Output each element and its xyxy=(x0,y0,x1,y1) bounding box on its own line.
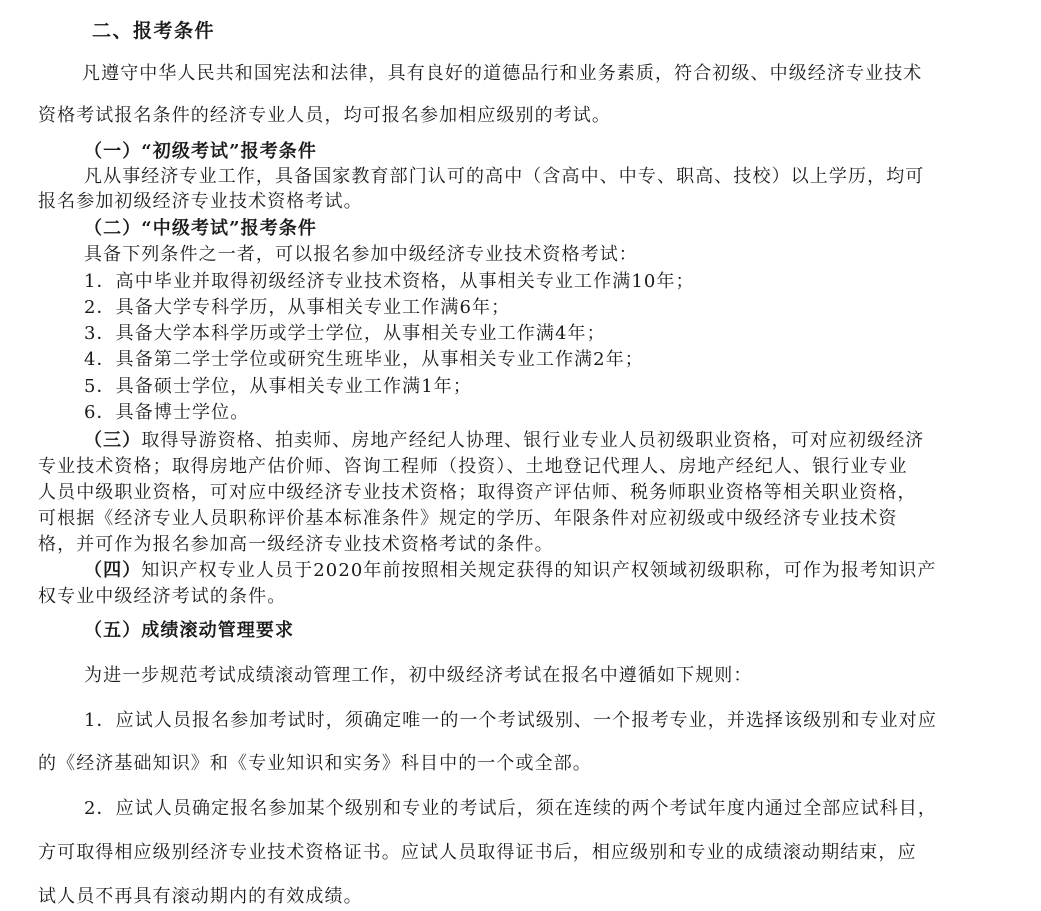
section2-item-3: 3．具备大学本科学历或学士学位，从事相关专业工作满4年； xyxy=(84,323,606,344)
section1-line-2: 报名参加初级经济专业技术资格考试。 xyxy=(38,191,363,212)
section1-title: （一）“初级考试”报考条件 xyxy=(84,141,318,162)
section2-item-1: 1．高中毕业并取得初级经济专业技术资格，从事相关专业工作满10年； xyxy=(84,271,695,292)
section3-marker: （三） xyxy=(84,430,142,451)
rule1-line-2: 的《经济基础知识》和《专业知识和实务》科目中的一个或全部。 xyxy=(38,753,592,774)
section3-line-4: 可根据《经济专业人员职称评价基本标准条件》规定的学历、年限条件对应初级或中级经济专业技术资 xyxy=(38,508,898,529)
intro-line-1: 凡遵守中华人民共和国宪法和法律，具有良好的道德品行和业务素质，符合初级、中级经济专业技术 xyxy=(82,63,923,84)
section2-item-5: 5．具备硕士学位，从事相关专业工作满1年； xyxy=(84,376,473,397)
section3-line-2: 专业技术资格；取得房地产估价师、咨询工程师（投资）、土地登记代理人、房地产经纪人、银行业专业 xyxy=(38,456,908,477)
section3-first-line xyxy=(84,429,924,453)
rule2-line-3: 试人员不再具有滚动期内的有效成绩。 xyxy=(38,886,363,907)
section4-marker: （四） xyxy=(84,560,142,581)
section1-line-1: 凡从事经济专业工作，具备国家教育部门认可的高中（含高中、中专、职高、技校）以上学历，均可 xyxy=(84,166,925,187)
rule1-line-1: 1．应试人员报名参加考试时，须确定唯一的一个考试级别、一个报考专业，并选择该级别和专业对应 xyxy=(84,710,937,731)
section3-first-text: 取得导游资格、拍卖师、房地产经纪人协理、银行业专业人员初级职业资格，可对应初级经济 xyxy=(141,430,925,451)
section2-title: （二）“中级考试”报考条件 xyxy=(84,218,318,239)
section-heading: 二、报考条件 xyxy=(92,20,216,42)
section2-lead: 具备下列条件之一者，可以报名参加中级经济专业技术资格考试： xyxy=(84,244,638,265)
section4-line-2: 权专业中级经济考试的条件。 xyxy=(38,586,287,607)
rule2-line-2: 方可取得相应级别经济专业技术资格证书。应试人员取得证书后，相应级别和专业的成绩滚动期结束，应 xyxy=(38,842,917,863)
section2-item-6: 6．具备博士学位。 xyxy=(84,402,250,423)
section4-first-line xyxy=(84,559,936,583)
section5-lead: 为进一步规范考试成绩滚动管理工作，初中级经济考试在报名中遵循如下规则： xyxy=(84,665,753,686)
rule2-line-1: 2．应试人员确定报名参加某个级别和专业的考试后，须在连续的两个考试年度内通过全部应试科目， xyxy=(84,798,937,819)
section3-line-3: 人员中级职业资格，可对应中级经济专业技术资格；取得资产评估师、税务师职业资格等相关职业资格， xyxy=(38,482,917,503)
section4-first-text: 知识产权专业人员于2020年前按照相关规定获得的知识产权领域初级职称，可作为报考知识产 xyxy=(141,560,937,581)
section5-title: （五）成绩滚动管理要求 xyxy=(84,620,295,641)
section2-item-4: 4．具备第二学士学位或研究生班毕业，从事相关专业工作满2年； xyxy=(84,349,644,370)
section3-line-5: 格，并可作为报名参加高一级经济专业技术资格考试的条件。 xyxy=(38,534,554,555)
section2-item-2: 2．具备大学专科学历，从事相关专业工作满6年； xyxy=(84,297,511,318)
intro-line-2: 资格考试报名条件的经济专业人员，均可报名参加相应级别的考试。 xyxy=(38,105,611,126)
